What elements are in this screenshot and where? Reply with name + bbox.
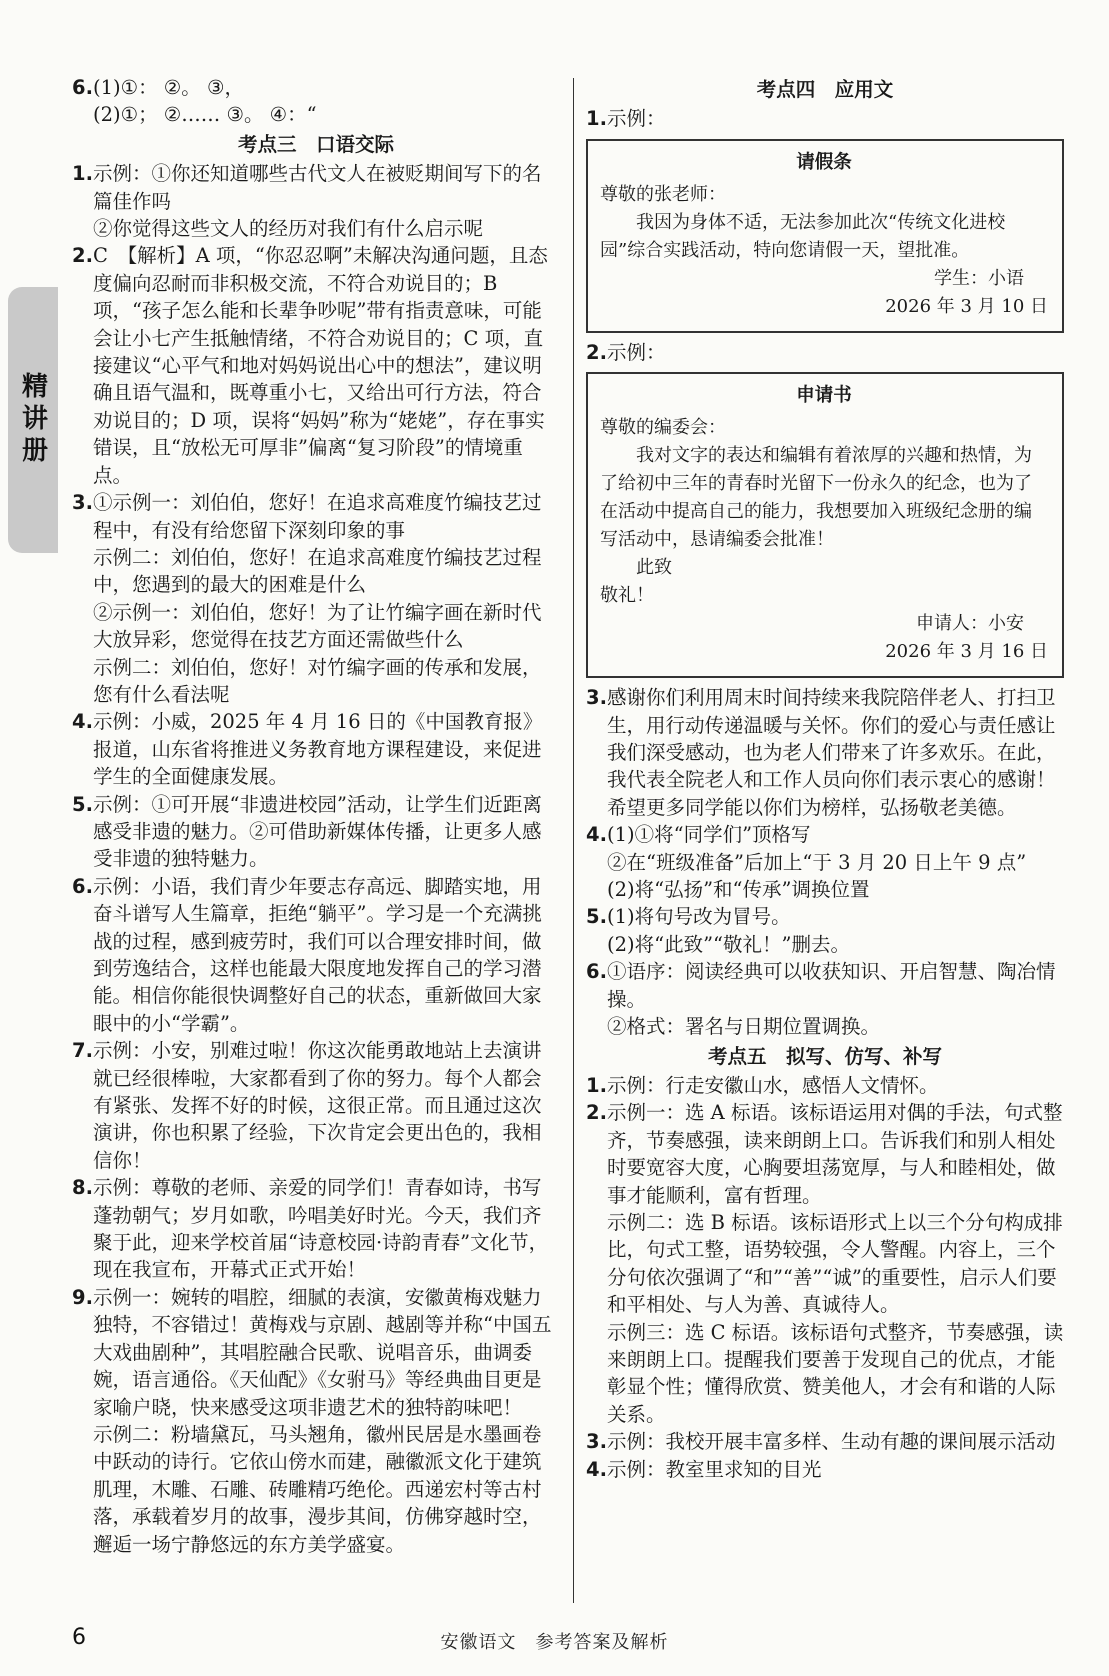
application-greeting: 尊敬的编委会： — [600, 417, 726, 439]
section-title-practical: 考点四 应用文 — [756, 78, 894, 101]
left-column — [72, 74, 560, 1558]
item-number: 1. — [72, 162, 93, 186]
answer-label: 示例： — [606, 340, 666, 364]
item-number: 4. — [586, 1457, 607, 1481]
item-number: 2. — [586, 340, 607, 364]
answer-item — [586, 339, 1064, 366]
answer-line: ①示例一：刘伯伯，您好！在追求高难度竹编技艺过程中，有没有给您留下深刻印象的事 — [92, 491, 542, 542]
section-tab: 精讲册 — [8, 287, 58, 553]
answer-line: (2)①； ②…… ③。 ④：“ — [92, 103, 317, 127]
application-body: 我对文字的表达和编辑有着浓厚的兴趣和热情，为了给初中三年的青春时光留下一份永久的纪念，也为了在活动中提高自己的能力，我想要加入班级纪念册的编写活动中，恳请编委会批准！ — [600, 445, 1032, 551]
footer-title: 安徽语文 参考答案及解析 — [440, 1632, 669, 1653]
answer-item — [72, 160, 560, 242]
leave-note-signature: 学生：小语 — [934, 267, 1024, 289]
item-number: 3. — [586, 1430, 607, 1454]
answer-line: 示例：①你还知道哪些古代文人在被贬期间写下的名篇佳作吗 — [92, 162, 542, 213]
item-number: 7. — [72, 1039, 93, 1063]
answer-line: (2)将“弘扬”和“传承”调换位置 — [606, 878, 870, 902]
column-divider — [573, 78, 574, 1603]
answer-item — [72, 1174, 560, 1284]
answer-text: 示例：行走安徽山水，感悟人文情怀。 — [606, 1073, 939, 1097]
item-number: 4. — [72, 710, 93, 734]
answer-item — [586, 1456, 1064, 1483]
answer-item — [72, 708, 560, 790]
answer-item — [586, 684, 1064, 821]
answer-line: ②你觉得这些文人的经历对我们有什么启示呢 — [92, 217, 483, 241]
application-title: 申请书 — [796, 385, 852, 407]
item-number: 6. — [72, 874, 93, 898]
item-number: 3. — [586, 686, 607, 710]
item-number: 2. — [586, 1101, 607, 1125]
item-number: 3. — [72, 491, 93, 515]
item-number: 2. — [72, 244, 93, 268]
answer-line: 示例一：婉转的唱腔，细腻的表演，安徽黄梅戏魅力独特，不容错过！黄梅戏与京剧、越剧等并称“中国五大戏曲剧种”，其唱腔融合民歌、说唱音乐，曲调委婉，语言通俗。《天仙配》《女驸马》等经典曲目更是家喻户晓，快来感受这项非遗艺术的独特韵味吧！ — [92, 1285, 552, 1419]
answer-text: 感谢你们利用周末时间持续来我院陪伴老人、打扫卫生，用行动传递温暖与关怀。你们的爱心与责任感让我们深受感动，也为老人们带来了许多欢乐。在此，我代表全院老人和工作人员向你们表示衷心的感谢！希望更多同学能以你们为榜样，弘扬敬老美德。 — [606, 686, 1056, 819]
application-signature: 申请人：小安 — [916, 613, 1024, 635]
answer-text: C 【解析】A 项，“你忍忍啊”未解决沟通问题，且态度偏向忍耐而非积极交流，不符合劝说目的；B 项，“孩子怎么能和长辈争吵呢”带有指责意味，可能会让小七产生抵触情绪，不符合劝说目的；C 项，直接建议“心平气和地对妈妈说出心中的想法”，建议明确且语气温和，既尊重小七，又给出可行方法，符合劝说目的；D 项，误将“妈妈”称为“姥姥”，存在事实错误，且“放松无可厚非”偏离“复习阶段”的情境重点。 — [92, 244, 548, 487]
answer-text: 示例：小威，2025 年 4 月 16 日的《中国教育报》报道，山东省将推进义务教育地方课程建设，来促进学生的全面健康发展。 — [92, 710, 543, 789]
answer-line: (1)①将“同学们”顶格写 — [606, 823, 811, 847]
answer-item — [72, 489, 560, 708]
leave-note-box — [586, 139, 1064, 333]
answer-item — [586, 105, 1064, 132]
answer-item — [72, 1037, 560, 1174]
application-closing-1: 此致 — [636, 557, 672, 579]
answer-item — [72, 1284, 560, 1558]
answer-item — [586, 1072, 1064, 1099]
answer-label: 示例： — [606, 107, 666, 131]
answer-line: (2)将“此致”“敬礼！”删去。 — [606, 932, 850, 956]
answer-line: ①语序：阅读经典可以收获知识、开启智慧、陶冶情操。 — [606, 960, 1056, 1011]
item-number: 1. — [586, 1073, 607, 1097]
item-number: 6. — [586, 960, 607, 984]
answer-text: 示例：尊敬的老师、亲爱的同学们！青春如诗，书写蓬勃朝气；岁月如歌，吟唱美好时光。今天，我们齐聚于此，迎来学校首届“诗意校园·诗韵青春”文化节，现在我宣布，开幕式正式开始！ — [92, 1176, 549, 1282]
answer-line: 示例二：选 B 标语。该标语形式上以三个分句构成排比，句式工整，语势较强，令人警醒。内容上，三个分句依次强调了“和”“善”“诚”的重要性，启示人们要和平相处、与人为善、真诚待人。 — [606, 1210, 1063, 1317]
section-title-oral: 考点三 口语交际 — [237, 132, 394, 156]
answer-item — [586, 821, 1064, 903]
leave-note-date: 2026 年 3 月 10 日 — [885, 295, 1048, 317]
answer-item — [72, 242, 560, 489]
answer-item — [72, 791, 560, 873]
leave-note-greeting: 尊敬的张老师： — [600, 183, 726, 205]
item-number: 4. — [586, 823, 607, 847]
answer-text: 示例：小语，我们青少年要志存高远、脚踏实地，用奋斗谱写人生篇章，拒绝“躺平”。学习是一个充满挑战的过程，感到疲劳时，我们可以合理安排时间，做到劳逸结合，这样也能最大限度地发挥自己的学习潜能。相信你能很快调整好自己的状态，重新做回大家眼中的小“学霸”。 — [92, 874, 542, 1035]
leave-note-title: 请假条 — [796, 151, 852, 173]
item-number: 6. — [72, 76, 93, 99]
answer-item — [586, 958, 1064, 1040]
answer-text: 示例：教室里求知的目光 — [606, 1457, 822, 1481]
answer-line: (1)将句号改为冒号。 — [606, 905, 791, 929]
section-title-writing: 考点五 拟写、仿写、补写 — [707, 1044, 942, 1068]
answer-6-continued — [72, 74, 560, 129]
answer-text: 示例：①可开展“非遗进校园”活动，让学生们近距离感受非遗的魅力。②可借助新媒体传播，让更多人感受非遗的独特魅力。 — [92, 792, 542, 871]
right-column — [586, 74, 1064, 1483]
item-number: 9. — [72, 1285, 93, 1309]
answer-item — [586, 1428, 1064, 1455]
application-date: 2026 年 3 月 16 日 — [885, 641, 1048, 663]
answer-item — [586, 903, 1064, 958]
item-number: 5. — [586, 905, 607, 929]
answer-line: ②示例一：刘伯伯，您好！为了让竹编字画在新时代大放异彩，您觉得在技艺方面还需做些什么 — [92, 600, 542, 652]
leave-note-body: 我因为身体不适，无法参加此次“传统文化进校园”综合实践活动，特向您请假一天，望批准。 — [600, 211, 1006, 261]
item-number: 8. — [72, 1176, 93, 1200]
answer-item — [72, 873, 560, 1037]
answer-line: 示例三：选 C 标语。该标语句式整齐，节奏感强，读来朗朗上口。提醒我们要善于发现自己的优点，才能彰显个性；懂得欣赏、赞美他人，才会有和谐的人际关系。 — [606, 1320, 1064, 1426]
item-number: 5. — [72, 792, 93, 816]
answer-line: 示例一：选 A 标语。该标语运用对偶的手法，句式整齐，节奏感强，读来朗朗上口。告诉我们和别人相处时要宽容大度，心胸要坦荡宽厚，与人和睦相处，做事才能顺利，富有哲理。 — [606, 1101, 1063, 1207]
answer-line: (1)①： ②。 ③， — [92, 76, 244, 99]
item-number: 1. — [586, 107, 607, 131]
answer-line: 示例二：粉墙黛瓦，马头翘角，徽州民居是水墨画卷中跃动的诗行。它依山傍水而建，融徽派文化于建筑肌理，木雕、石雕、砖雕精巧绝伦。西递宏村等古村落，承载着岁月的故事，漫步其间，仿佛穿越时空，邂逅一场宁静悠远的东方美学盛宴。 — [92, 1422, 542, 1556]
answer-text: 示例：小安，别难过啦！你这次能勇敢地站上去演讲就已经很棒啦，大家都看到了你的努力。每个人都会有紧张、发挥不好的时候，这很正常。而且通过这次演讲，你也积累了经验，下次肯定会更出色的，我相信你！ — [92, 1039, 542, 1172]
answer-line: ②在“班级准备”后加上“于 3 月 20 日上午 9 点” — [606, 850, 1027, 874]
answer-line: 示例二：刘伯伯，您好！对竹编字画的传承和发展，您有什么看法呢 — [92, 655, 542, 706]
answer-line: ②格式：署名与日期位置调换。 — [606, 1015, 880, 1039]
answer-item — [586, 1099, 1064, 1428]
answer-line: 示例二：刘伯伯，您好！在追求高难度竹编技艺过程中，您遇到的最大的困难是什么 — [92, 545, 542, 597]
application-closing-2: 敬礼！ — [600, 585, 654, 607]
application-box — [586, 372, 1064, 678]
page-number: 6 — [72, 1625, 86, 1650]
answer-text: 示例：我校开展丰富多样、生动有趣的课间展示活动 — [606, 1430, 1056, 1454]
